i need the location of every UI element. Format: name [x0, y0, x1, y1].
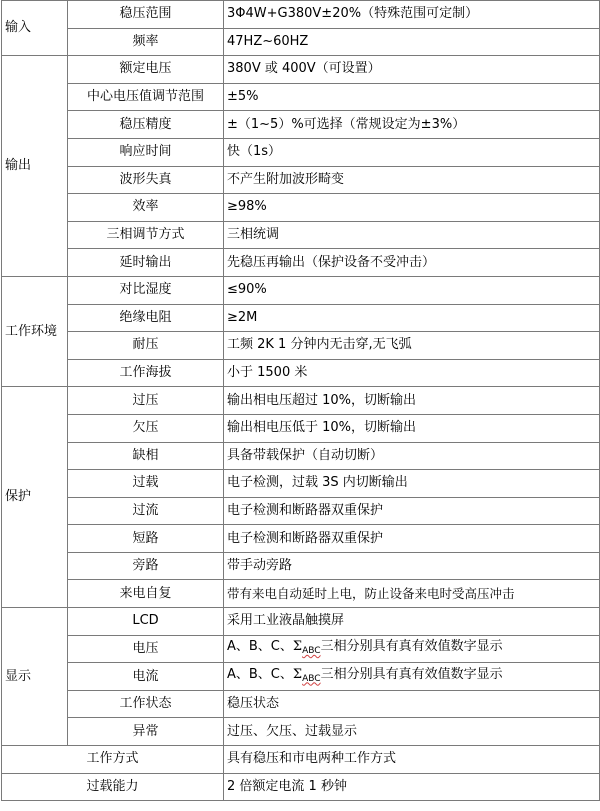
table-row	[2, 690, 600, 718]
sigma-subscript: ABC	[302, 673, 321, 684]
item-cell: 中心电压值调节范围	[68, 83, 224, 111]
table-row	[2, 773, 600, 801]
table-row	[2, 663, 600, 691]
value-cell	[224, 663, 600, 691]
table-row	[2, 194, 600, 222]
value-cell: 47HZ~60HZ	[224, 28, 600, 56]
value-cell: 小于 1500 米	[224, 359, 600, 387]
table-row	[2, 83, 600, 111]
value-cell: ≥2M	[224, 304, 600, 332]
table-row	[2, 635, 600, 663]
item-cell: 异常	[68, 718, 224, 746]
value-cell: 电子检测，过载 3S 内切断输出	[224, 470, 600, 498]
value-cell: 输出相电压低于 10%，切断输出	[224, 414, 600, 442]
item-cell: 延时输出	[68, 249, 224, 277]
spec-table	[1, 0, 600, 801]
item-cell: 稳压范围	[68, 1, 224, 29]
item-cell: 对比湿度	[68, 276, 224, 304]
value-cell: 快（1s）	[224, 138, 600, 166]
value-cell: 输出相电压超过 10%，切断输出	[224, 387, 600, 415]
item-cell: 过载能力	[2, 773, 224, 801]
value-suffix: 三相分别具有真有效值数字显示	[320, 666, 503, 682]
category-cell: 输出	[2, 56, 68, 277]
value-cell: 带有来电自动延时上电，防止设备来电时受高压冲击	[224, 580, 600, 608]
table-row	[2, 580, 600, 608]
value-cell: 稳压状态	[224, 690, 600, 718]
value-cell: 先稳压再输出（保护设备不受冲击）	[224, 249, 600, 277]
item-cell: 电流	[68, 663, 224, 691]
category-cell: 显示	[2, 608, 68, 746]
item-cell: 绝缘电阻	[68, 304, 224, 332]
item-cell: 额定电压	[68, 56, 224, 84]
value-cell: ±5%	[224, 83, 600, 111]
sigma-subscript: ABC	[302, 645, 321, 656]
item-cell: 三相调节方式	[68, 221, 224, 249]
sigma-symbol: Σ	[292, 638, 303, 654]
table-row	[2, 304, 600, 332]
table-row	[2, 56, 600, 84]
table-row	[2, 414, 600, 442]
item-cell: 波形失真	[68, 166, 224, 194]
value-cell: 过压、欠压、过载显示	[224, 718, 600, 746]
value-cell: 三相统调	[224, 221, 600, 249]
table-row	[2, 332, 600, 360]
value-cell: ≥98%	[224, 194, 600, 222]
table-row	[2, 221, 600, 249]
item-cell: 工作海拔	[68, 359, 224, 387]
table-row	[2, 470, 600, 498]
value-cell: 具有稳压和市电两种工作方式	[224, 746, 600, 774]
table-row	[2, 387, 600, 415]
item-cell: 过载	[68, 470, 224, 498]
table-row	[2, 249, 600, 277]
item-cell: 效率	[68, 194, 224, 222]
table-row	[2, 359, 600, 387]
item-cell: 过压	[68, 387, 224, 415]
table-row	[2, 746, 600, 774]
table-row	[2, 525, 600, 553]
value-prefix: A、B、C、	[227, 666, 293, 682]
table-row	[2, 718, 600, 746]
value-cell: 电子检测和断路器双重保护	[224, 497, 600, 525]
item-cell: 工作方式	[2, 746, 224, 774]
value-cell	[224, 635, 600, 663]
table-row	[2, 276, 600, 304]
item-cell: 响应时间	[68, 138, 224, 166]
item-cell: 电压	[68, 635, 224, 663]
table-row	[2, 608, 600, 636]
table-row	[2, 1, 600, 29]
value-suffix: 三相分别具有真有效值数字显示	[320, 638, 503, 654]
value-cell: ±（1~5）%可选择（常规设定为±3%）	[224, 111, 600, 139]
table-row	[2, 166, 600, 194]
value-cell: ≤90%	[224, 276, 600, 304]
item-cell: 短路	[68, 525, 224, 553]
table-row	[2, 497, 600, 525]
item-cell: 频率	[68, 28, 224, 56]
item-cell: 稳压精度	[68, 111, 224, 139]
table-row	[2, 138, 600, 166]
value-cell: 380V 或 400V（可设置）	[224, 56, 600, 84]
item-cell: 耐压	[68, 332, 224, 360]
item-cell: 工作状态	[68, 690, 224, 718]
item-cell: 过流	[68, 497, 224, 525]
item-cell: 缺相	[68, 442, 224, 470]
table-row	[2, 442, 600, 470]
value-prefix: A、B、C、	[227, 638, 293, 654]
sigma-symbol: Σ	[292, 666, 303, 682]
value-cell: 采用工业液晶触摸屏	[224, 608, 600, 636]
value-cell: 带手动旁路	[224, 552, 600, 580]
item-cell: 来电自复	[68, 580, 224, 608]
category-cell: 输入	[2, 1, 68, 56]
item-cell: LCD	[68, 608, 224, 636]
value-cell: 工频 2K 1 分钟内无击穿,无飞弧	[224, 332, 600, 360]
table-row	[2, 111, 600, 139]
table-row	[2, 552, 600, 580]
item-cell: 欠压	[68, 414, 224, 442]
category-cell: 保护	[2, 387, 68, 608]
value-cell: 3Φ4W+G380V±20%（特殊范围可定制）	[224, 1, 600, 29]
table-row	[2, 28, 600, 56]
value-cell: 具备带载保护（自动切断）	[224, 442, 600, 470]
value-cell: 不产生附加波形畸变	[224, 166, 600, 194]
item-cell: 旁路	[68, 552, 224, 580]
value-cell: 2 倍额定电流 1 秒钟	[224, 773, 600, 801]
value-cell: 电子检测和断路器双重保护	[224, 525, 600, 553]
category-cell: 工作环境	[2, 276, 68, 386]
